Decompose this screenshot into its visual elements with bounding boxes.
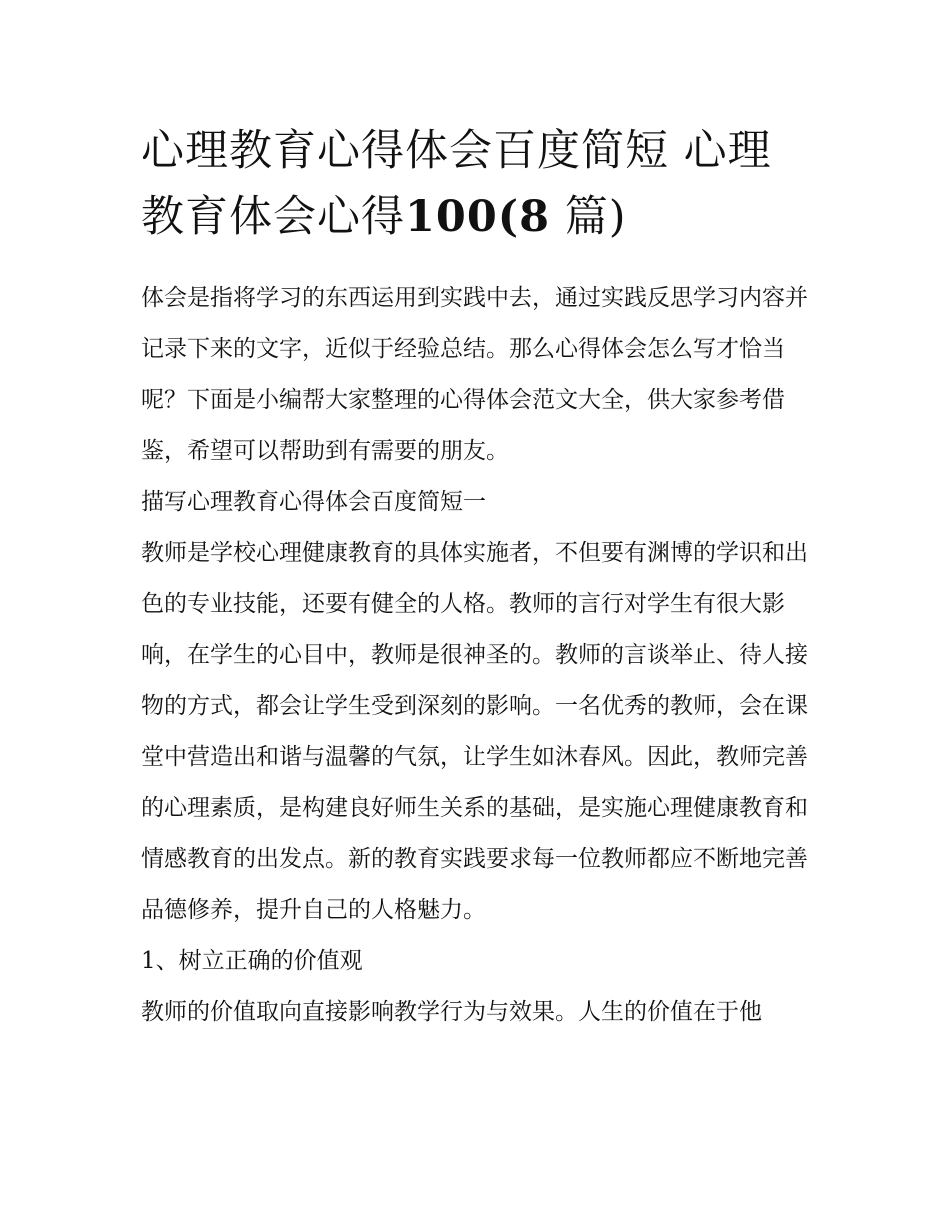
document-title	[141, 118, 813, 250]
subheading: 1、树立正确的价值观	[141, 948, 363, 974]
body-paragraph: 教师是学校心理健康教育的具体实施者，不但要有渊博的学识和出色的专业技能，还要有健全的人格。教师的言行对学生有很大影响，在学生的心目中，教师是很神圣的。教师的言谈举止、待人接物的方式，都会让学生受到深刻的影响。一名优秀的教师，会在课堂中营造出和谐与温馨的气氛，让学生如沐春风。因此，教师完善的心理素质，是构建良好师生关系的基础，是实施心理健康教育和情感教育的出发点。新的教育实践要求每一位教师都应不断地完善品德修养，提升自己的人格魅力。	[141, 540, 808, 923]
title-suffix: 篇)	[550, 192, 627, 242]
intro-paragraph: 体会是指将学习的东西运用到实践中去，通过实践反思学习内容并记录下来的文字，近似于经验总结。那么心得体会怎么写才恰当呢？下面是小编帮大家整理的心得体会范文大全，供大家参考借鉴，希望可以帮助到有需要的朋友。	[141, 285, 808, 464]
title-number: 100(8	[405, 192, 551, 242]
document-page	[141, 118, 813, 1038]
section-heading: 描写心理教育心得体会百度简短一	[141, 489, 486, 515]
title-text: 心理教育心得体会百度简短 心理教育体会心得	[141, 126, 772, 242]
last-paragraph: 教师的价值取向直接影响教学行为与效果。人生的价值在于他	[141, 999, 762, 1025]
